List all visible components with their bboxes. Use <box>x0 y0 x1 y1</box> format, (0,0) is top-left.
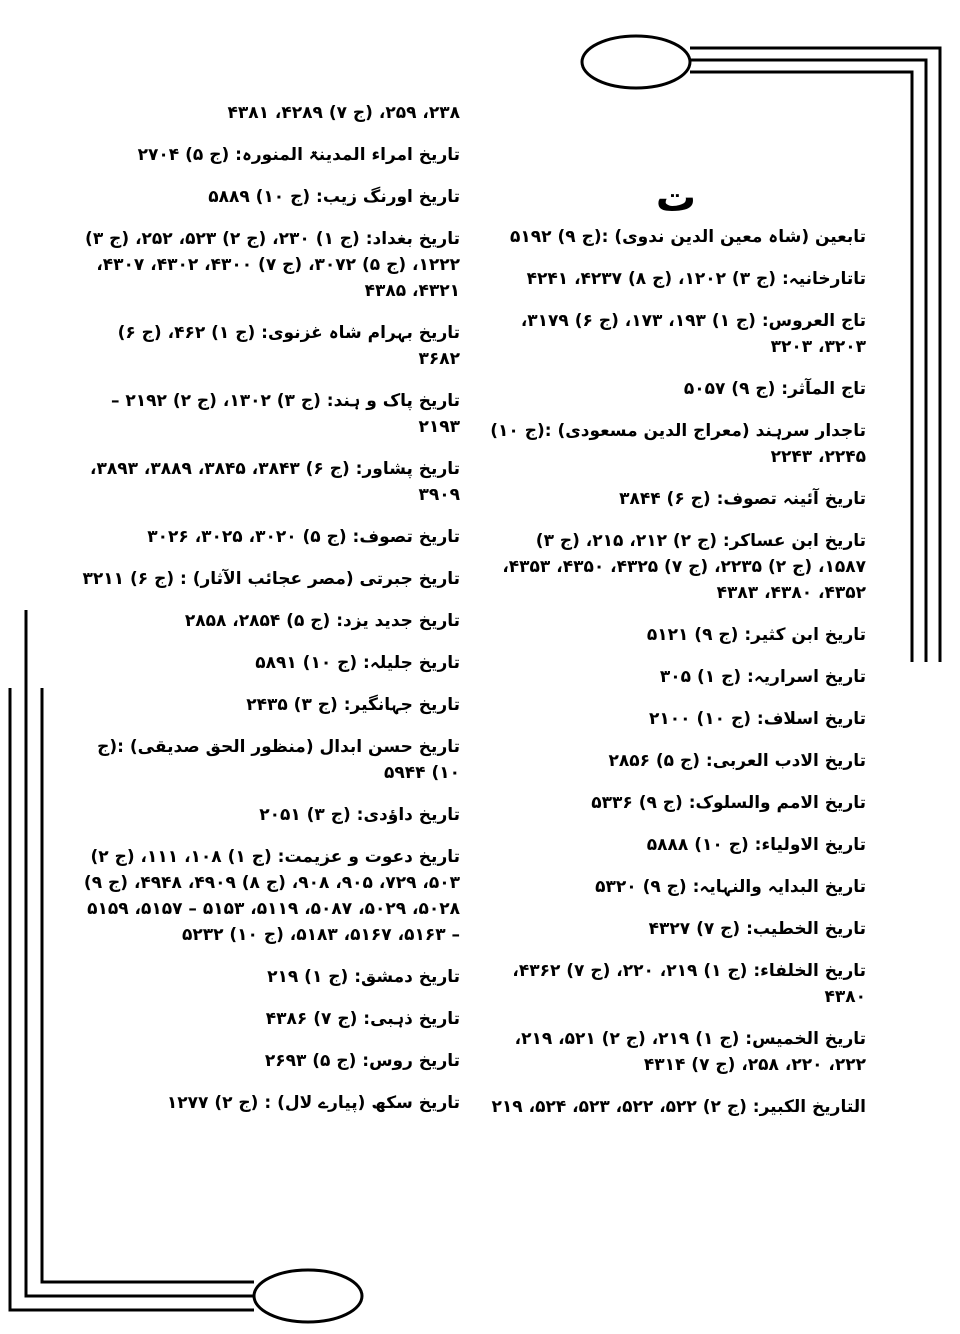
index-entry: تاریخ الخلفاء: (ج ۱) ۲۱۹، ۲۲۰، (ج ۷) ۴۳۶۲، ۴۳۸۰ <box>512 961 866 1007</box>
index-entry: تاج العروس: (ج ۱) ۱۹۳، ۱۷۳، (ج ۶) ۳۱۷۹، ۳۲۰۳، ۳۲۰۳ <box>520 311 866 357</box>
index-entry: تابعین (شاہ معین الدین ندوی) :(ج ۹) ۵۱۹۲ <box>510 227 866 247</box>
index-entry: تاریخ دعوت و عزیمت: (ج ۱) ۱۰۸، ۱۱۱، (ج ۲) ۵۰۳، ۷۲۹، ۹۰۵، ۹۰۸، (ج ۸) ۴۹۰۹، ۴۹۴۸، (ج ۹) ۵۰۲۸، ۵۰۲۹، ۵۰۸۷، ۵۱۱۹، ۵۱۵۳ – ۵۱۵۷، ۵۱۵۹ – ۵۱۶۳، ۵۱۶۷، ۵۱۸۳، (ج ۱۰) ۵۲۳۲ <box>83 847 460 945</box>
right-index-column <box>486 175 866 1136</box>
index-entry: تاریخ دمشق: (ج ۱) ۲۱۹ <box>267 967 460 987</box>
top-ornament-oval <box>582 36 690 88</box>
index-entry: تاریخ بہرام شاہ غزنوی: (ج ۱) ۴۶۲، (ج ۶) ۳۶۸۲ <box>117 323 460 369</box>
bottom-ornament-oval <box>254 1270 362 1322</box>
index-entry: تاریخ آئینہ تصوف: (ج ۶) ۳۸۴۴ <box>619 489 866 509</box>
index-entry: تاریخ الامم والسلوک: (ج ۹) ۵۳۳۶ <box>591 793 866 813</box>
index-entry: تاریخ الادب العربی: (ج ۵) ۲۸۵۶ <box>608 751 866 771</box>
index-entry: تاریخ جبرتی (مصر عجائب الآثار) : (ج ۶) ۳۲۱۱ <box>82 569 460 589</box>
index-entry: تاریخ اسلاف: (ج ۱۰) ۲۱۰۰ <box>649 709 866 729</box>
index-entry: تاریخ ذہبی: (ج ۷) ۴۳۸۶ <box>265 1009 460 1029</box>
index-entry: تاریخ روس: (ج ۵) ۲۶۹۳ <box>264 1051 460 1071</box>
index-entry-continued: ۲۳۸، ۲۵۹، (ج ۷) ۴۲۸۹، ۴۳۸۱ <box>227 103 460 123</box>
index-entry: تاریخ الخطیب: (ج ۷) ۴۳۲۷ <box>648 919 866 939</box>
index-entry: تاریخ جدید یزد: (ج ۵) ۲۸۵۴، ۲۸۵۸ <box>184 611 460 631</box>
index-entry: تاریخ اورنگ زیب: (ج ۱۰) ۵۸۸۹ <box>208 187 460 207</box>
index-entry: تاریخ ابن کثیر: (ج ۹) ۵۱۲۱ <box>646 625 866 645</box>
index-entry: تاجدار سرہند (معراج الدین مسعودی) :(ج ۱۰) ۲۲۴۵، ۲۲۴۳ <box>490 421 866 467</box>
index-entry: تاتارخانیہ: (ج ۳) ۱۲۰۲، (ج ۸) ۴۲۳۷، ۴۲۴۱ <box>526 269 866 289</box>
index-entry: تاریخ اسراریہ: (ج ۱) ۳۰۵ <box>659 667 866 687</box>
index-entry: تاج المآثر: (ج ۹) ۵۰۵۷ <box>683 379 866 399</box>
index-entry: تاریخ تصوف: (ج ۵) ۳۰۲۰، ۳۰۲۵، ۳۰۲۶ <box>147 527 460 547</box>
index-entry: تاریخ سکھ (پیارے لال) : (ج ۲) ۱۲۷۷ <box>166 1093 460 1113</box>
index-entry: التاریخ الکبیر: (ج ۲) ۵۲۲، ۵۲۲، ۵۲۳، ۵۲۴، ۲۱۹ <box>491 1097 866 1117</box>
index-entry: تاریخ حسن ابدال (منظور الحق صدیقی) :(ج ۱۰) ۵۹۴۴ <box>97 737 460 783</box>
index-entry: تاریخ پاک و ہند: (ج ۳) ۱۳۰۲، (ج ۲) ۲۱۹۲ – ۲۱۹۳ <box>110 391 460 437</box>
index-entry: تاریخ ابن عساکر: (ج ۲) ۲۱۲، ۲۱۵، (ج ۳) ۱۵۸۷، (ج ۲) ۲۲۳۵، (ج ۷) ۴۳۲۵، ۴۳۵۰، ۴۳۵۳، ۴۳۵۲، ۴۳۸۰، ۴۳۸۳ <box>502 531 866 603</box>
index-entry: تاریخ بغداد: (ج ۱) ۲۳۰، (ج ۲) ۵۲۳، ۲۵۲، (ج ۳) ۱۲۲۲، (ج ۵) ۳۰۷۲، (ج ۷) ۴۳۰۰، ۴۳۰۲، ۴۳۰۷، ۴۳۲۱، ۴۳۸۵ <box>85 229 460 301</box>
index-entry: تاریخ جلیلہ: (ج ۱۰) ۵۸۹۱ <box>255 653 460 673</box>
section-letter-heading: ت <box>655 175 697 221</box>
index-entry: تاریخ جہانگیر: (ج ۳) ۲۴۳۵ <box>246 695 460 715</box>
left-index-column <box>80 100 460 1132</box>
index-entry: تاریخ امراء المدینۃ المنورہ: (ج ۵) ۲۷۰۴ <box>137 145 460 165</box>
index-entry: تاریخ البدایہ والنہایہ: (ج ۹) ۵۳۲۰ <box>595 877 866 897</box>
index-entry: تاریخ پشاور: (ج ۶) ۳۸۴۳، ۳۸۴۵، ۳۸۸۹، ۳۸۹۳، ۳۹۰۹ <box>90 459 460 505</box>
index-entry: تاریخ الخمیس: (ج ۱) ۲۱۹، (ج ۲) ۵۲۱، ۲۱۹، ۲۲۲، ۲۲۰، ۲۵۸، (ج ۷) ۴۳۱۴ <box>514 1029 866 1075</box>
index-entry: تاریخ الاولیاء: (ج ۱۰) ۵۸۸۸ <box>646 835 866 855</box>
index-entry: تاریخ داؤدی: (ج ۳) ۲۰۵۱ <box>259 805 460 825</box>
